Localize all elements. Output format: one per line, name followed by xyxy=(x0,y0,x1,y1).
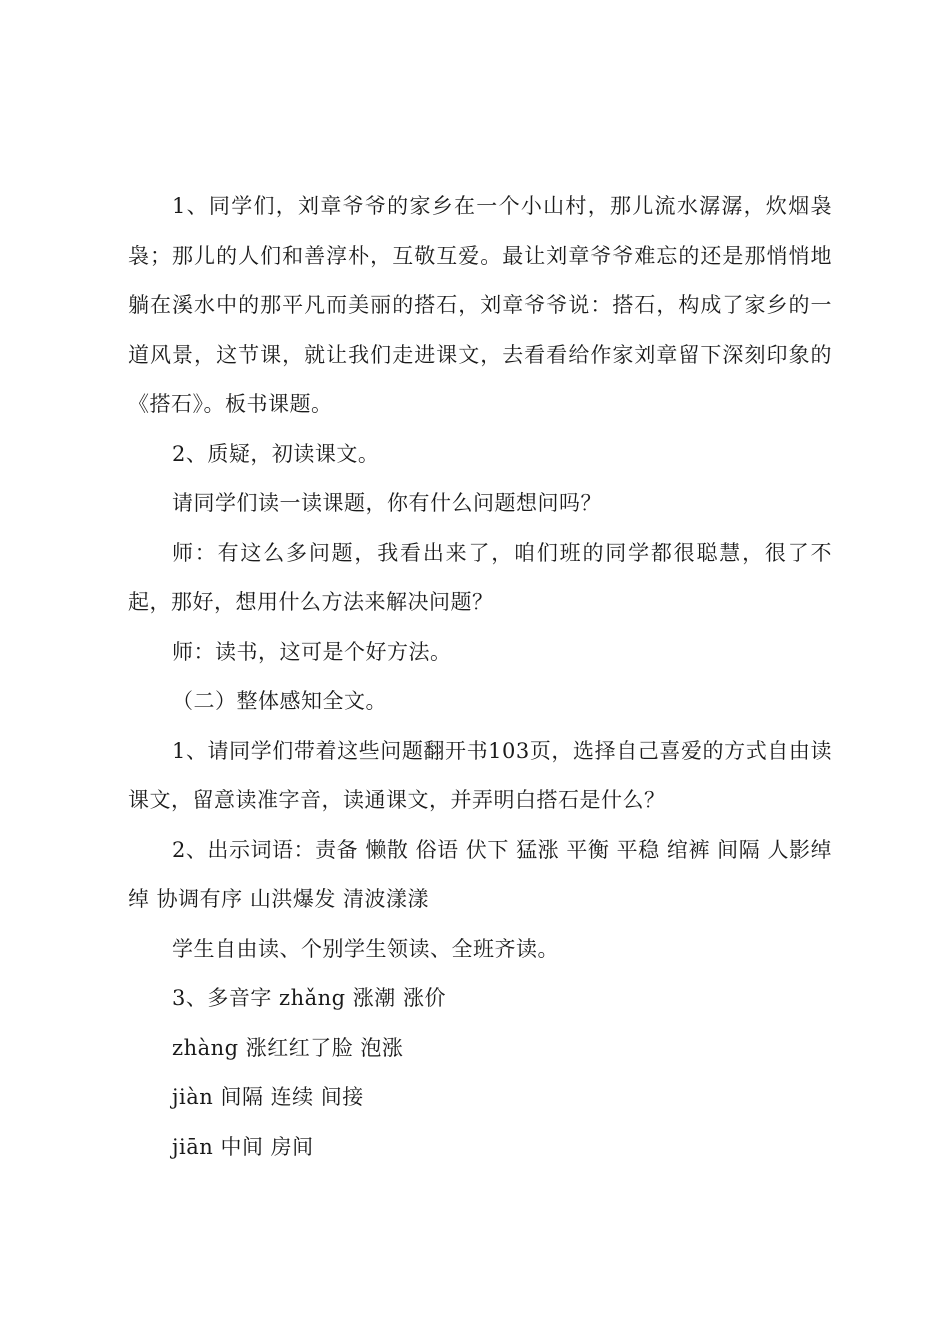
paragraph-polyphone-jian1: jiān 中间 房间 xyxy=(172,1134,314,1159)
paragraph-teacher-praise: 师：有这么多问题，我看出来了，咱们班的同学都很聪慧，很了不起，那好，想用什么方法来解决问题？ xyxy=(128,540,832,614)
paragraph-polyphone-zhang3: 3、多音字 zhǎng 涨潮 涨价 xyxy=(172,986,446,1010)
section-heading-overall: （二）整体感知全文。 xyxy=(172,689,387,713)
paragraph-intro: 1、同学们，刘章爷爷的家乡在一个小山村，那儿流水潺潺，炊烟袅袅；那儿的人们和善淳朴，互敬互爱。最让刘章爷爷难忘的还是那悄悄地躺在溪水中的那平凡而美丽的搭石，刘章爷爷说：搭石，构成了家乡的一道风景，这节课，就让我们走进课文，去看看给作家刘章留下深刻印象的《搭石》。板书课题。 xyxy=(128,194,832,416)
paragraph-teacher-reading: 师：读书，这可是个好方法。 xyxy=(172,639,452,664)
document-body xyxy=(128,182,832,1172)
paragraph-open-book: 1、请同学们带着这些问题翻开书103页，选择自己喜爱的方式自由读课文，留意读准字音，读通课文，并弄明白搭石是什么？ xyxy=(128,738,832,812)
paragraph-vocabulary: 2、出示词语：责备 懒散 俗语 伏下 猛涨 平衡 平稳 绾裤 间隔 人影绰绰 协调有序 山洪爆发 清波漾漾 xyxy=(128,837,832,911)
paragraph-question-heading: 2、质疑，初读课文。 xyxy=(172,441,380,466)
paragraph-polyphone-zhang4: zhàng 涨红红了脸 泡涨 xyxy=(172,1035,404,1060)
paragraph-polyphone-jian4: jiàn 间隔 连续 间接 xyxy=(172,1085,364,1109)
paragraph-ask-question: 请同学们读一读课题，你有什么问题想问吗？ xyxy=(172,491,602,515)
paragraph-reading-modes: 学生自由读、个别学生领读、全班齐读。 xyxy=(172,936,559,961)
